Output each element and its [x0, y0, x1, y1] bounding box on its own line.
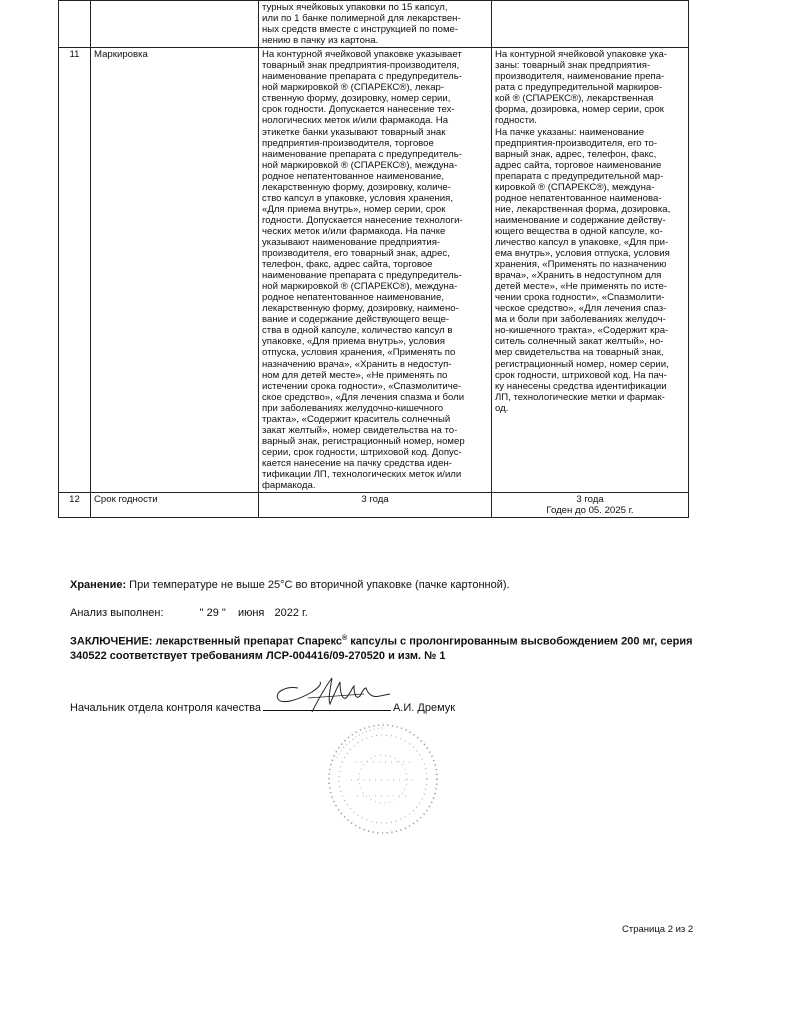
table-row-labeling — [59, 48, 689, 493]
analysis-month: июня — [237, 607, 265, 619]
method-line: родное непатентованное наименование, — [262, 292, 444, 304]
result-line: врача», «Хранить в недоступном для — [495, 270, 662, 282]
result-line: ку нанесены средства идентификации — [495, 380, 667, 392]
method-line: турных ячейковых упаковки по 15 капсул, — [262, 2, 448, 13]
method-line: наименование препарата с предупредитель- — [262, 71, 462, 83]
method-line: ной маркировкой ® (СПАРЕКС®), междуна- — [262, 281, 458, 293]
cell-method — [259, 1, 492, 48]
conclusion-text-start: ЗАКЛЮЧЕНИЕ: лекарственный препарат Спарекс — [70, 635, 343, 648]
method-line: тракта», «Содержит краситель солнечный — [262, 413, 451, 425]
method-line: ство капсул в упаковке, условия хранения, — [262, 192, 454, 204]
result-line: годности. — [495, 115, 537, 127]
method-line: «Для приема внутрь», номер серии, срок — [262, 203, 446, 215]
method-line: назначению врача», «Хранить в недоступ- — [262, 358, 452, 370]
method-line: фармакода. — [262, 480, 316, 492]
method-line: отпуска, условия хранения, «Применять по — [262, 347, 456, 359]
result-line: детей месте», «Не применять по исте- — [495, 281, 668, 293]
signoff-position: Начальник отдела контроля качества — [70, 702, 261, 714]
method-line: ческих меток и/или фармакода. На пачке — [262, 225, 446, 237]
method-line: товарный знак предприятия-производителя, — [262, 60, 460, 72]
method-line: наименование препарата с предупредитель- — [262, 270, 462, 282]
result-line: адрес сайта, торговое наименование — [495, 159, 662, 171]
result-line: хранения, «Применять по назначению — [495, 259, 667, 271]
result-line: кой ® (СПАРЕКС®), лекарственная — [495, 93, 654, 105]
method-line: при заболеваниях желудочно-кишечного — [262, 402, 444, 414]
storage-conditions — [70, 579, 510, 591]
result-line: рата с предупредительной маркиров- — [495, 82, 663, 94]
cell-result — [492, 1, 689, 48]
table-row-shelf-life — [59, 493, 689, 518]
faded-stamp-icon — [315, 720, 450, 838]
method-line: ское средство», «Для лечения спазма и боли — [262, 391, 465, 403]
cell-number: 12 — [59, 493, 91, 518]
result-line: На контурной ячейковой упаковке ука- — [495, 49, 668, 61]
result-line: од. — [495, 402, 509, 414]
result-line: родное непатентованное наименова- — [495, 192, 662, 204]
cell-name — [91, 1, 259, 48]
method-line: тификации ЛП, технологических меток и/или — [262, 468, 462, 480]
method-line: предприятия-производителя, торговое — [262, 137, 434, 149]
cell-result — [492, 493, 689, 518]
method-line: кается нанесение на пачку средства иден- — [262, 457, 452, 469]
result-line: ма и боли при заболеваниях желудоч- — [495, 314, 666, 326]
method-line: закат желтый», номер свидетельства на то- — [262, 424, 458, 436]
handwritten-signature — [268, 672, 398, 720]
analysis-date — [70, 607, 308, 619]
method-line: нению в пачку из картона. — [262, 35, 379, 47]
registered-mark: ® — [342, 635, 348, 642]
method-line: истечении срока годности», «Спазмолитиче- — [262, 380, 462, 392]
result-line: варный знак, адрес, телефон, факс, — [495, 148, 657, 160]
cell-method — [259, 48, 492, 493]
result-line: производителя, наименование препа- — [495, 71, 665, 83]
analysis-year: 2022 г. — [274, 607, 308, 619]
result-line: ющего вещества в одной капсуле, ко- — [495, 225, 663, 237]
cell-name: Маркировка — [91, 48, 259, 493]
storage-label: Хранение: — [70, 579, 127, 591]
cell-name: Срок годности — [91, 493, 259, 518]
result-line: регистрационный номер, номер серии, — [495, 358, 669, 370]
method-line: ных средств вместе с инструкцией по поме- — [262, 24, 459, 36]
result-line: срок годности, штриховой код. На пач- — [495, 369, 667, 381]
cell-number: 11 — [59, 48, 91, 493]
method-line: телефон, факс, адрес сайта, торговое — [262, 259, 433, 271]
result-line: ема внутрь», условия отпуска, условия — [495, 248, 670, 260]
result-line: ситель солнечный закат желтый», но- — [495, 336, 664, 348]
page-number: Страница 2 из 2 — [622, 924, 694, 935]
method-line: серии, срок годности, штриховой код. Допус- — [262, 446, 462, 458]
analysis-day: " 29 " — [199, 607, 226, 619]
analysis-label: Анализ выполнен: — [70, 607, 164, 619]
result-line: ние, лекарственная форма, дозировка, — [495, 203, 671, 215]
method-line: нологических меток и/или фармакода. На — [262, 115, 449, 127]
result-line: но-кишечного тракта», «Содержит кра- — [495, 325, 669, 337]
method-line: или по 1 банке полимерной для лекарствен- — [262, 13, 461, 25]
signoff-name: А.И. Дремук — [392, 702, 456, 714]
result-line: заны: товарный знак предприятия- — [495, 60, 651, 72]
method-line: упаковке, «Для приема внутрь», условия — [262, 336, 445, 348]
result-line: препарата с предупредительной мар- — [495, 170, 664, 182]
method-line: лекарственную форму, дозировку, наимено- — [262, 303, 459, 315]
result-line: форма, дозировка, номер серии, срок — [495, 104, 665, 116]
result-line: кировкой ® (СПАРЕКС®), междуна- — [495, 181, 655, 193]
cell-number — [59, 1, 91, 48]
method-line: лекарственную форму, дозировку, количе- — [262, 181, 451, 193]
method-line: указывают наименование предприятия- — [262, 236, 441, 248]
conclusion-text-end: капсулы с пролонгированным высвобождением 200 мг, серия 340522 соответствует требованиям ЛСР-004416/09-270520 и изм. № 1 — [70, 635, 693, 662]
method-line: варный знак, регистрационный номер, номер — [262, 435, 465, 447]
method-line: родное непатентованное наименование, — [262, 170, 444, 182]
method-line: этикетке банки указывают товарный знак — [262, 126, 446, 138]
specification-table — [58, 0, 689, 518]
method-line: срок годности. Допускается нанесение тех- — [262, 104, 455, 116]
result-line: наименование и содержание действу- — [495, 214, 666, 226]
method-line: На контурной ячейковой упаковке указывает — [262, 49, 462, 61]
table-row-packaging-continued — [59, 1, 689, 48]
cell-result — [492, 48, 689, 493]
method-line: ства в одной капсуле, количество капсул в — [262, 325, 453, 337]
storage-text: При температуре не выше 25°С во вторичной упаковке (пачке картонной). — [126, 579, 510, 591]
result-line: предприятия-производителя, его то- — [495, 137, 658, 149]
result-line: ЛП, технологические метки и фармак- — [495, 391, 665, 403]
result-line: личество капсул в упаковке, «Для при- — [495, 236, 669, 248]
result-line: чении срока годности», «Спазмолити- — [495, 292, 665, 304]
result-line: ческое средство», «Для лечения спаз- — [495, 303, 667, 315]
method-line: ной маркировкой ® (СПАРЕКС®), междуна- — [262, 159, 458, 171]
method-line: ном для детей месте», «Не применять по — [262, 369, 448, 381]
method-line: производителя, его товарный знак, адрес, — [262, 248, 450, 260]
result-line: мер свидетельства на товарный знак, — [495, 347, 664, 359]
method-line: наименование препарата с предупредитель- — [262, 148, 462, 160]
method-line: ной маркировкой ® (СПАРЕКС®), лекар- — [262, 82, 445, 94]
shelf-life-value: 3 года — [576, 494, 604, 506]
method-line: ственную форму, дозировку, номер серии, — [262, 93, 451, 105]
cell-method: 3 года — [259, 493, 492, 518]
result-line: На пачке указаны: наименование — [495, 126, 645, 138]
conclusion — [70, 632, 700, 663]
expiry-date: Годен до 05. 2025 г. — [546, 505, 634, 517]
method-line: годности. Допускается нанесение технологи- — [262, 214, 463, 226]
method-line: вание и содержание действующего веще- — [262, 314, 450, 326]
